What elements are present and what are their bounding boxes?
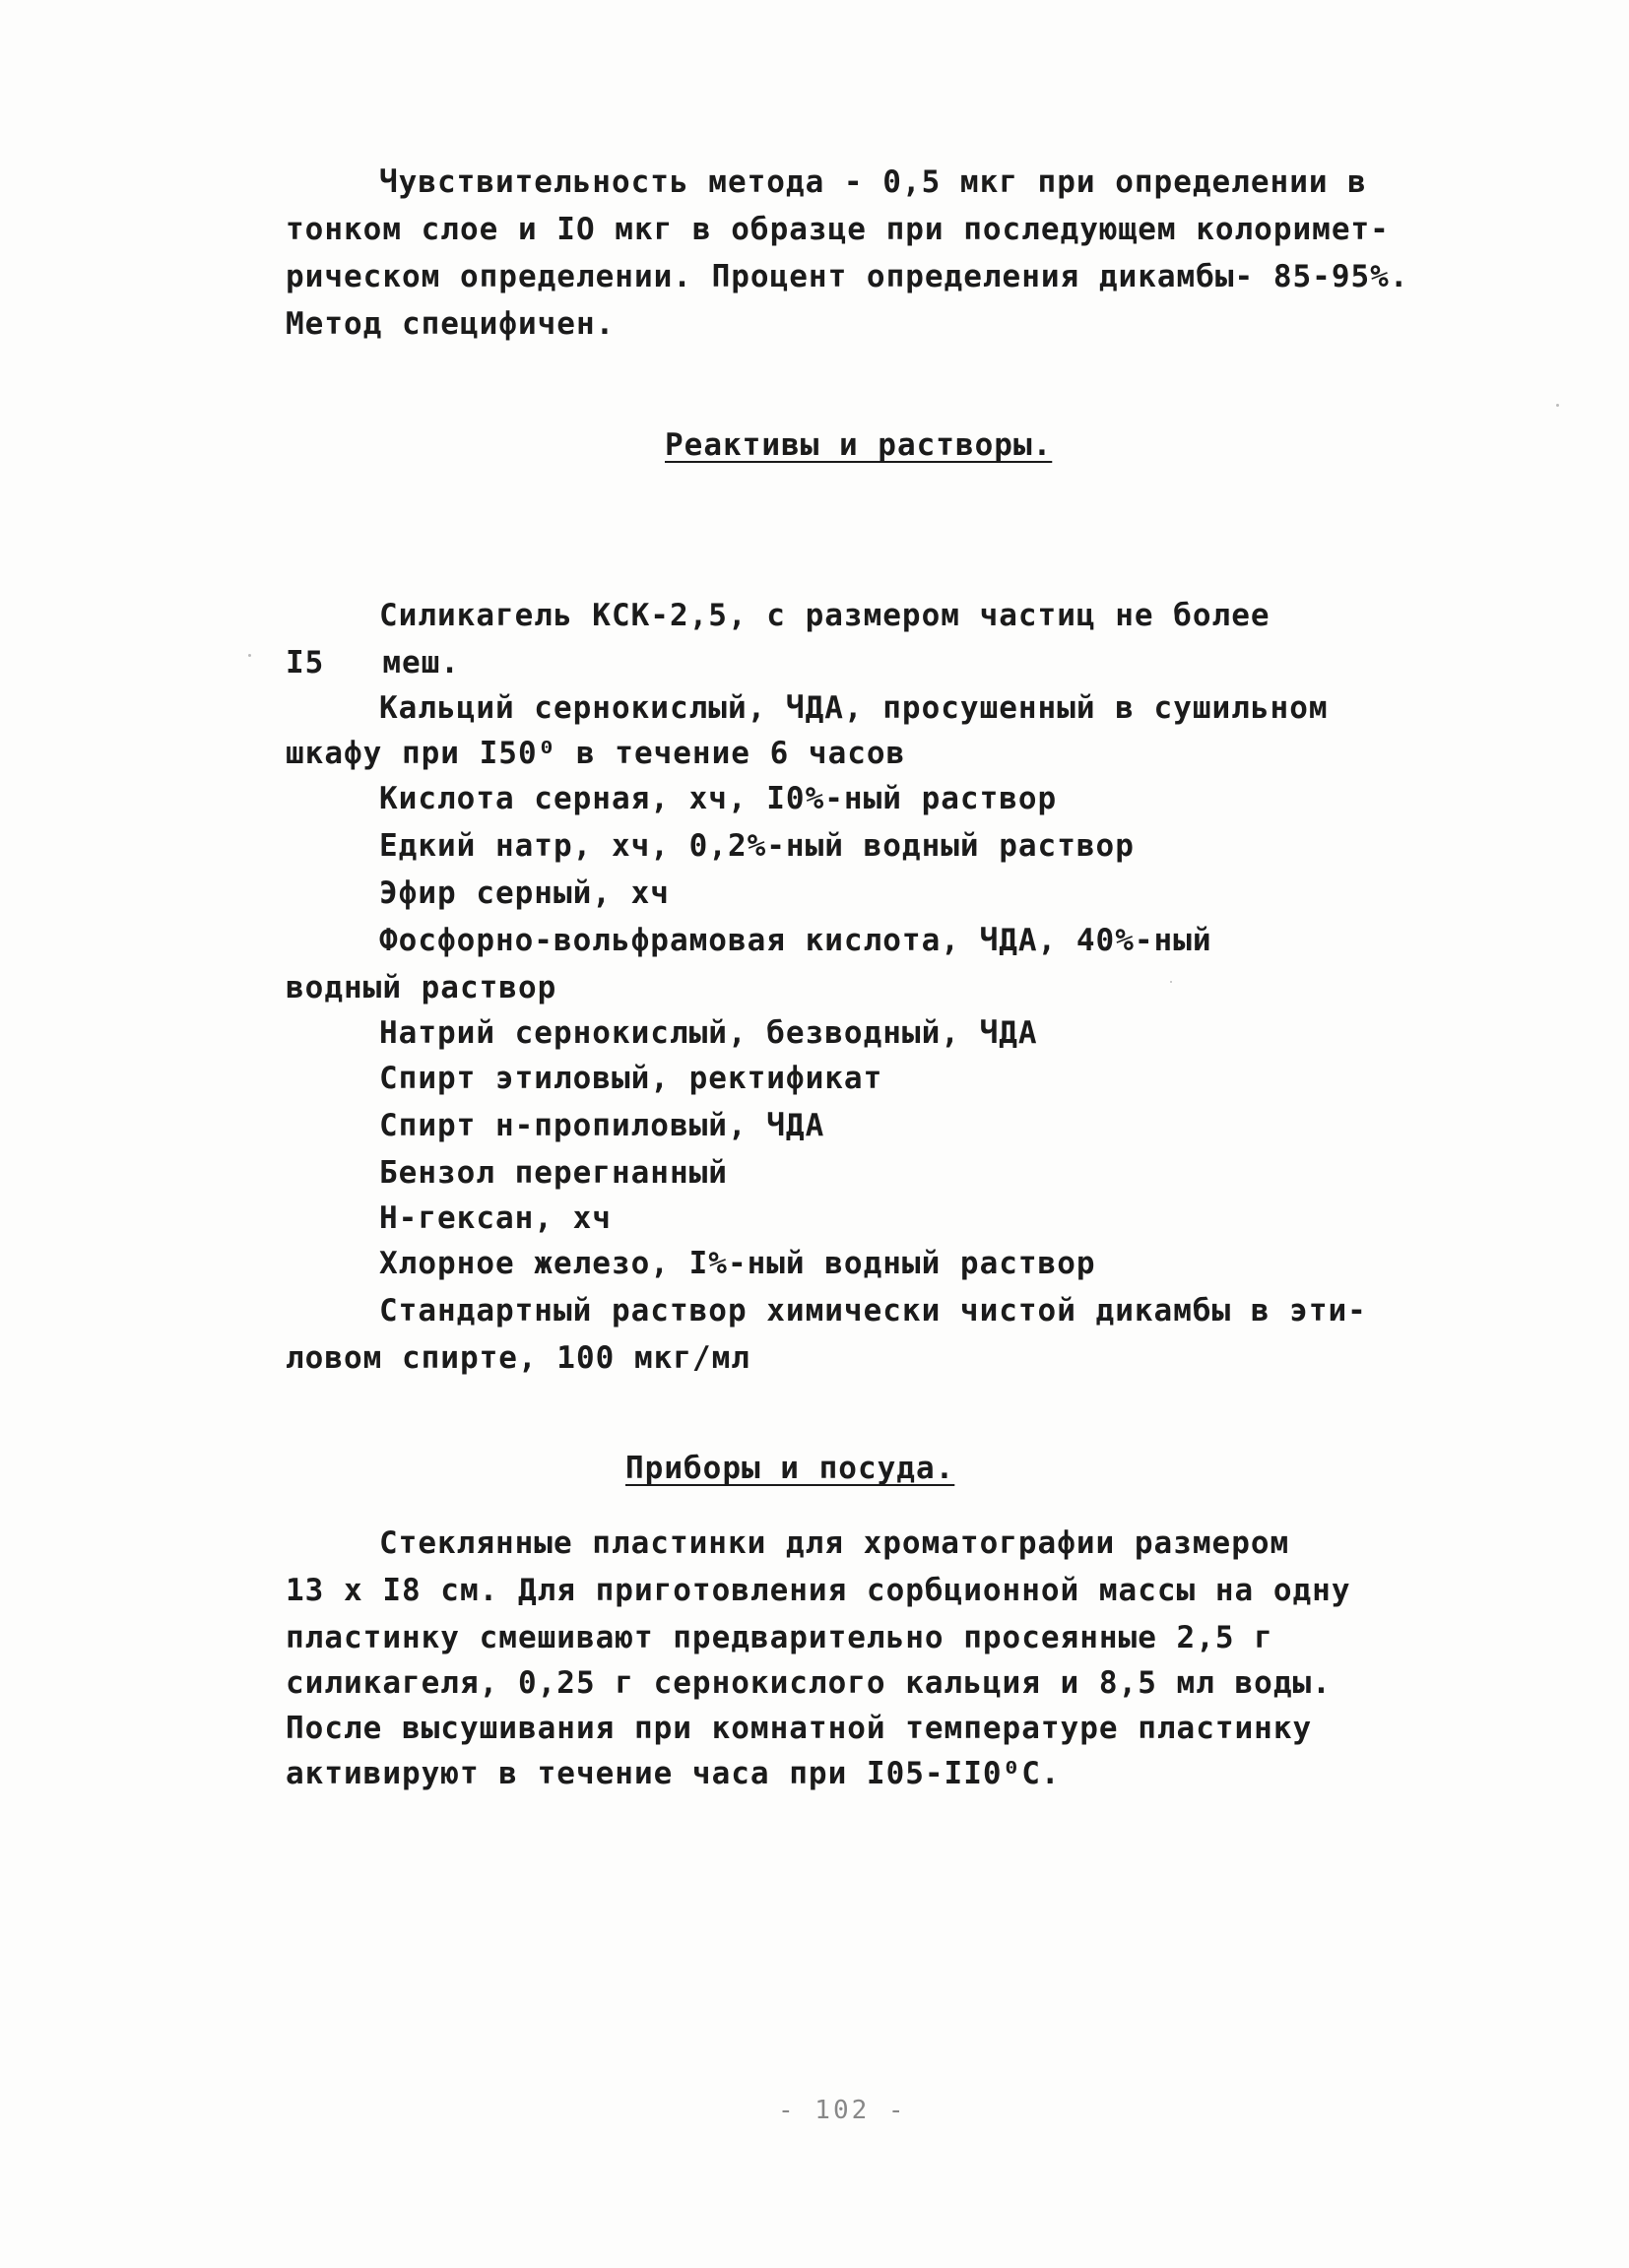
scan-speck (1556, 404, 1559, 407)
scan-speck (1170, 981, 1172, 983)
reagent-line-3: Кальций сернокислый, ЧДА, просушенный в сушильном (379, 690, 1329, 726)
reagent-line-13: Бензол перегнанный (379, 1155, 728, 1191)
reagent-line-12: Спирт н-пропиловый, ЧДА (379, 1108, 825, 1143)
intro-line-4: Метод специфичен. (286, 306, 616, 342)
equipment-heading: Приборы и посуда. (625, 1451, 955, 1486)
equipment-line-1: Стеклянные пластинки для хроматографии размером (379, 1525, 1290, 1561)
reagent-line-17: ловом спирте, 100 мкг/мл (286, 1340, 750, 1376)
intro-line-1: Чувствительность метода - 0,5 мкг при определении в (379, 164, 1367, 200)
equipment-line-6: активируют в течение часа при I05-II0⁰С. (286, 1756, 1061, 1791)
reagent-line-2: I5 меш. (286, 645, 460, 680)
reagent-line-4: шкафу при I50⁰ в течение 6 часов (286, 736, 906, 771)
reagent-line-15: Хлорное железо, I%-ный водный раствор (379, 1246, 1096, 1281)
reagent-line-11: Спирт этиловый, ректификат (379, 1061, 883, 1096)
reagent-line-7: Эфир серный, хч (379, 875, 670, 911)
intro-line-3: рическом определении. Процент определения дикамбы- 85-95%. (286, 259, 1409, 294)
reagents-heading: Реактивы и растворы. (665, 427, 1053, 463)
reagent-line-1: Силикагель КСК-2,5, с размером частиц не более (379, 598, 1271, 633)
equipment-line-2: 13 х I8 см. Для приготовления сорбционной массы на одну (286, 1573, 1351, 1608)
reagent-line-6: Едкий натр, хч, 0,2%-ный водный раствор (379, 828, 1135, 864)
reagent-line-16: Стандартный раствор химически чистой дикамбы в эти- (379, 1293, 1367, 1328)
equipment-line-4: силикагеля, 0,25 г сернокислого кальция и 8,5 мл воды. (286, 1665, 1332, 1701)
reagent-line-5: Кислота серная, хч, I0%-ный раствор (379, 781, 1058, 816)
reagent-line-10: Натрий сернокислый, безводный, ЧДА (379, 1015, 1038, 1051)
equipment-line-5: После высушивания при комнатной температуре пластинку (286, 1711, 1313, 1746)
reagent-line-14: Н-гексан, хч (379, 1200, 612, 1236)
page-number: - 102 - (778, 2096, 907, 2125)
equipment-line-3: пластинку смешивают предварительно просеянные 2,5 г (286, 1620, 1273, 1655)
scan-speck (248, 654, 251, 657)
reagent-line-8: Фосфорно-вольфрамовая кислота, ЧДА, 40%-ный (379, 923, 1212, 958)
reagent-line-9: водный раствор (286, 970, 557, 1005)
intro-line-2: тонком слое и IO мкг в образце при последующем колоримет- (286, 212, 1390, 247)
